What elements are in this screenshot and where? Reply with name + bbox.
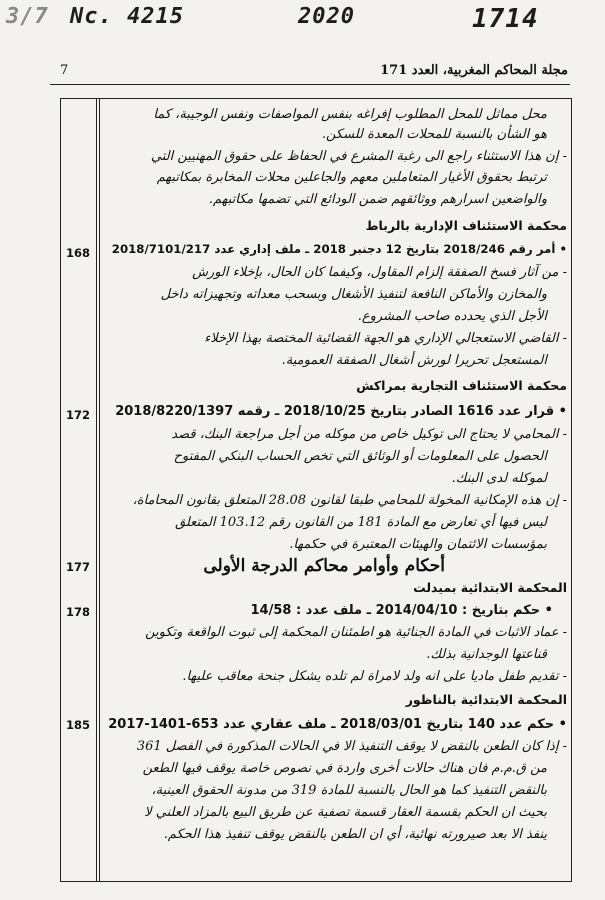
text-line: - إن هذه الإمكانية المخولة للمحامي طبقا لقانون 28.08 المتعلق بقانون المحاماة، (132, 493, 567, 508)
handwritten-reference: Nc. 4215 (70, 4, 184, 29)
text-line: - القاضي الاستعجالي الإداري هو الجهة القضائية المختصة بهذا الإخلاء (204, 331, 567, 346)
page-ref: 185 (65, 718, 90, 732)
section-title: أحكام وأوامر محاكم الدرجة الأولى (203, 556, 445, 576)
text-line: والمخازن والأماكن النافعة لتنفيذ الأشغال وبسحب معداته وتجهيزاته داخل (160, 287, 547, 302)
text-line: المستعجل تحريرا لورش أشغال الصفقة العمومية. (281, 353, 547, 368)
text-line: قناعتها الوجدانية بذلك. (426, 647, 547, 662)
page-ref: 177 (65, 560, 90, 574)
text-line: بحيث ان الحكم بقسمة العقار قسمة تصفية عن طريق البيع بالمزاد العلني لا (144, 805, 547, 820)
text-line: - إن هذا الاستثناء راجع الى رغبة المشرع في الحفاظ على حقوق المهنيين التي (150, 149, 567, 164)
text-line: - تقديم طفل ماديا على انه ولد لامراة لم تلده يشكل جنحة معاقب عليها. (182, 669, 567, 684)
text-line: - عماد الاثبات في المادة الجنائية هو اطمئنان المحكمة إلى ثبوت الواقعة وتكوين (145, 625, 567, 640)
text-line: الحصول على المعلومات أو الوثائق التي تخص الحساب البنكي المفتوح (173, 449, 547, 464)
text-line: بالنقض التنفيذ كما هو الحال بالنسبة للمادة 319 من مدونة الحقوق العينية، (151, 783, 547, 798)
text-line: بمؤسسات الائتمان والهيئات المعتبرة في حكمها. (289, 537, 547, 552)
text-line: والواضعين اسرارهم ووثائقهم ضمن الودائع التي تضمها مكاتبهم. (208, 192, 547, 207)
journal-title: مجلة المحاكم المغربية، العدد 171 (380, 63, 568, 78)
ruling-reference: • أمر رقم 2018/246 بتاريخ 12 دجنبر 2018 ـ ملف إداري عدد 2018/7101/217 (111, 242, 567, 256)
page-header (50, 60, 570, 85)
handwritten-number: 1714 (472, 4, 539, 34)
handwritten-year: 2020 (298, 4, 355, 29)
court-heading: محكمة الاستئناف الإدارية بالرباط (365, 218, 567, 233)
text-line: ليس فيها أي تعارض مع المادة 181 من القانون رقم 103.12 المتعلق (175, 515, 547, 530)
court-heading: محكمة الاستئناف التجارية بمراكش (356, 378, 567, 393)
court-heading: المحكمة الابتدائية بميدلت (413, 580, 567, 595)
handwritten-mark-left: 3/7 (6, 4, 49, 29)
ruling-reference: • حكم عدد 140 بتاريخ 2018/03/01 ـ ملف عقاري عدد 653-1401-2017 (108, 717, 567, 732)
text-line: - من آثار فسخ الصفقة إلزام المقاول، وكيفما كان الحال، بإخلاء الورش (192, 265, 567, 280)
ruling-reference: • قرار عدد 1616 الصادر بتاريخ 2018/10/25 ـ رقمه 2018/8220/1397 (115, 404, 567, 419)
court-heading: المحكمة الابتدائية بالناظور (405, 692, 567, 707)
page-ref: 178 (65, 605, 90, 619)
text-line: - إذا كان الطعن بالنقض لا يوقف التنفيذ الا في الحالات المذكورة في الفصل 361 (136, 739, 567, 754)
text-line: الأجل الذي يحدده صاحب المشروع. (357, 309, 547, 324)
text-line: لموكله لدى البنك. (451, 471, 547, 486)
page-number-column (60, 98, 97, 882)
text-line: - المحامي لا يحتاج الى توكيل خاص من موكله من أجل مراجعة البنك، قصد (171, 427, 567, 442)
text-line: محل مماثل للمحل المطلوب إفراغه بنفس المواصفات ونفس الوجيبة، كما (153, 107, 547, 122)
text-line: من ق.م.م فان هناك حالات أخرى واردة في نصوص خاصة يوقف فيها الطعن (142, 761, 547, 776)
page-ref: 172 (65, 408, 90, 422)
text-line: ترتبط بحقوق الأغيار المتعاملين معهم والجاعلين محلات المخابرة بمكاتبهم (156, 170, 547, 185)
text-line: ينفذ الا بعد صيرورته نهائية، أي ان الطعن بالنقض يوقف تنفيذ هذا الحكم. (163, 827, 547, 842)
ruling-reference: • حكم بتاريخ : 2014/04/10 ـ ملف عدد : 14/58 (250, 603, 553, 618)
page-number: 7 (60, 63, 69, 78)
page-ref: 168 (65, 246, 90, 260)
text-line: هو الشأن بالنسبة للمحلات المعدة للسكن. (321, 127, 547, 142)
